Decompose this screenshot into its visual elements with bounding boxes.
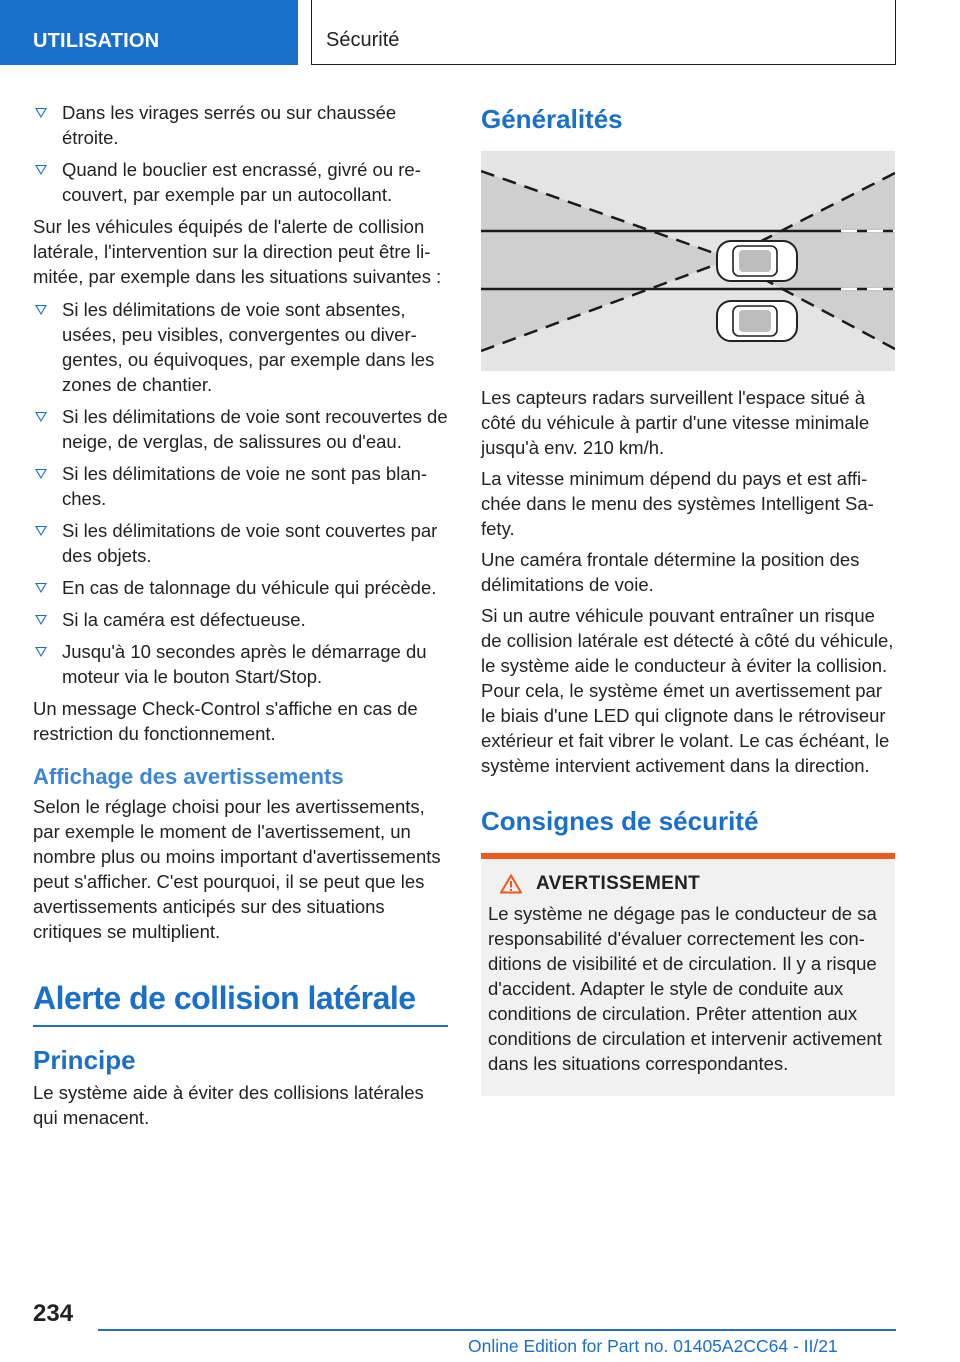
- chapter-title: Sécurité: [326, 29, 400, 51]
- list-item: Quand le bouclier est encrassé, givré ou recouvert, par exemple par un autocollant.: [33, 157, 448, 207]
- heading-generalites: Généralités: [481, 104, 623, 134]
- warning-box: [481, 859, 895, 1096]
- heading-principe: Principe: [33, 1045, 136, 1075]
- warning-title: AVERTISSEMENT: [536, 873, 701, 894]
- warning-text: Le système ne dégage pas le conducteur de sa responsabilité d'évaluer correctement les conditions de visibilité et de circulation. Il y a risque d'accident. Adapter le style de conduite aux conditions de circulation. Prêter attention aux conditions de circulation et intervenir activement dans les situations correspondantes.: [488, 903, 882, 1074]
- bullet-list-1: [33, 100, 448, 207]
- list-item: Si les délimitations de voie ne sont pas blanches.: [33, 461, 448, 511]
- paragraph: Un message Check-Control s'affiche en cas de restriction du fonctionnement.: [33, 698, 418, 744]
- warning-header: [500, 873, 888, 895]
- triangle-bullet-icon: [35, 583, 47, 593]
- heading-alerte-collision: Alerte de collision latérale: [33, 980, 416, 1016]
- bullet-list-2: [33, 297, 448, 689]
- triangle-bullet-icon: [35, 526, 47, 536]
- right-column: [481, 100, 895, 1096]
- warning-triangle-icon: [500, 874, 522, 894]
- list-item: Si les délimitations de voie sont couvertes par des objets.: [33, 518, 448, 568]
- triangle-bullet-icon: [35, 615, 47, 625]
- list-item: Si les délimitations de voie sont absentes, usées, peu visibles, convergentes ou divergentes, ou équivoques, par exemple dans les zones de chantier.: [33, 297, 448, 397]
- lane-diagram-svg: [481, 151, 895, 371]
- list-item: Si la caméra est défectueuse.: [33, 607, 448, 632]
- lane-radar-illustration: [481, 151, 895, 371]
- left-column: [33, 100, 448, 1136]
- heading-divider: [33, 1025, 448, 1027]
- paragraph: Le système aide à éviter des collisions latérales qui menacent.: [33, 1082, 424, 1128]
- paragraph: Les capteurs radars surveillent l'espace situé à côté du véhicule à partir d'une vitesse minimale jusqu'à env. 210 km/h.: [481, 387, 870, 458]
- triangle-bullet-icon: [35, 647, 47, 657]
- triangle-bullet-icon: [35, 469, 47, 479]
- paragraph: Sur les véhicules équipés de l'alerte de collision latérale, l'intervention sur la direction peut être limitée, par exemple dans les situations suivantes :: [33, 216, 442, 287]
- list-item: Si les délimitations de voie sont recouvertes de neige, de verglas, de salissures ou d'eau.: [33, 404, 448, 454]
- list-item: Dans les virages serrés ou sur chaussée étroite.: [33, 100, 448, 150]
- header-chapter-box: [311, 0, 896, 65]
- paragraph: La vitesse minimum dépend du pays et est affichée dans le menu des systèmes Intelligent Safety.: [481, 468, 874, 539]
- list-item: Jusqu'à 10 secondes après le démarrage du moteur via le bouton Start/Stop.: [33, 639, 448, 689]
- triangle-bullet-icon: [35, 412, 47, 422]
- triangle-bullet-icon: [35, 305, 47, 315]
- heading-consignes: Consignes de sécurité: [481, 806, 759, 836]
- paragraph: Une caméra frontale détermine la position des délimitations de voie.: [481, 549, 860, 595]
- page-number: 234: [33, 1300, 74, 1327]
- car-icon: [717, 301, 797, 341]
- triangle-bullet-icon: [35, 165, 47, 175]
- subheading-affichage: Affichage des avertissements: [33, 764, 344, 789]
- footer-divider: [98, 1329, 896, 1331]
- paragraph: Si un autre véhicule pouvant entraîner un risque de collision latérale est détecté à côté du véhicule, le système aide le conducteur à éviter la collision. Pour cela, le système émet un avertissement par le biais d'une LED qui clignote dans le rétroviseur extérieur et fait vibrer le volant. Le cas échéant, le système intervient activement dans la direction.: [481, 605, 894, 776]
- car-icon: [717, 241, 797, 281]
- footer-edition: Online Edition for Part no. 01405A2CC64 - II/21: [468, 1336, 838, 1356]
- section-title: UTILISATION: [33, 30, 160, 52]
- list-item: En cas de talonnage du véhicule qui précède.: [33, 575, 448, 600]
- header-section-tab: [0, 0, 298, 65]
- paragraph: Selon le réglage choisi pour les avertissements, par exemple le moment de l'avertissement, un nombre plus ou moins important d'avertissements peut s'afficher. C'est pourquoi, il se peut que les avertissements anticipés sur des situations critiques se multiplient.: [33, 796, 441, 942]
- triangle-bullet-icon: [35, 108, 47, 118]
